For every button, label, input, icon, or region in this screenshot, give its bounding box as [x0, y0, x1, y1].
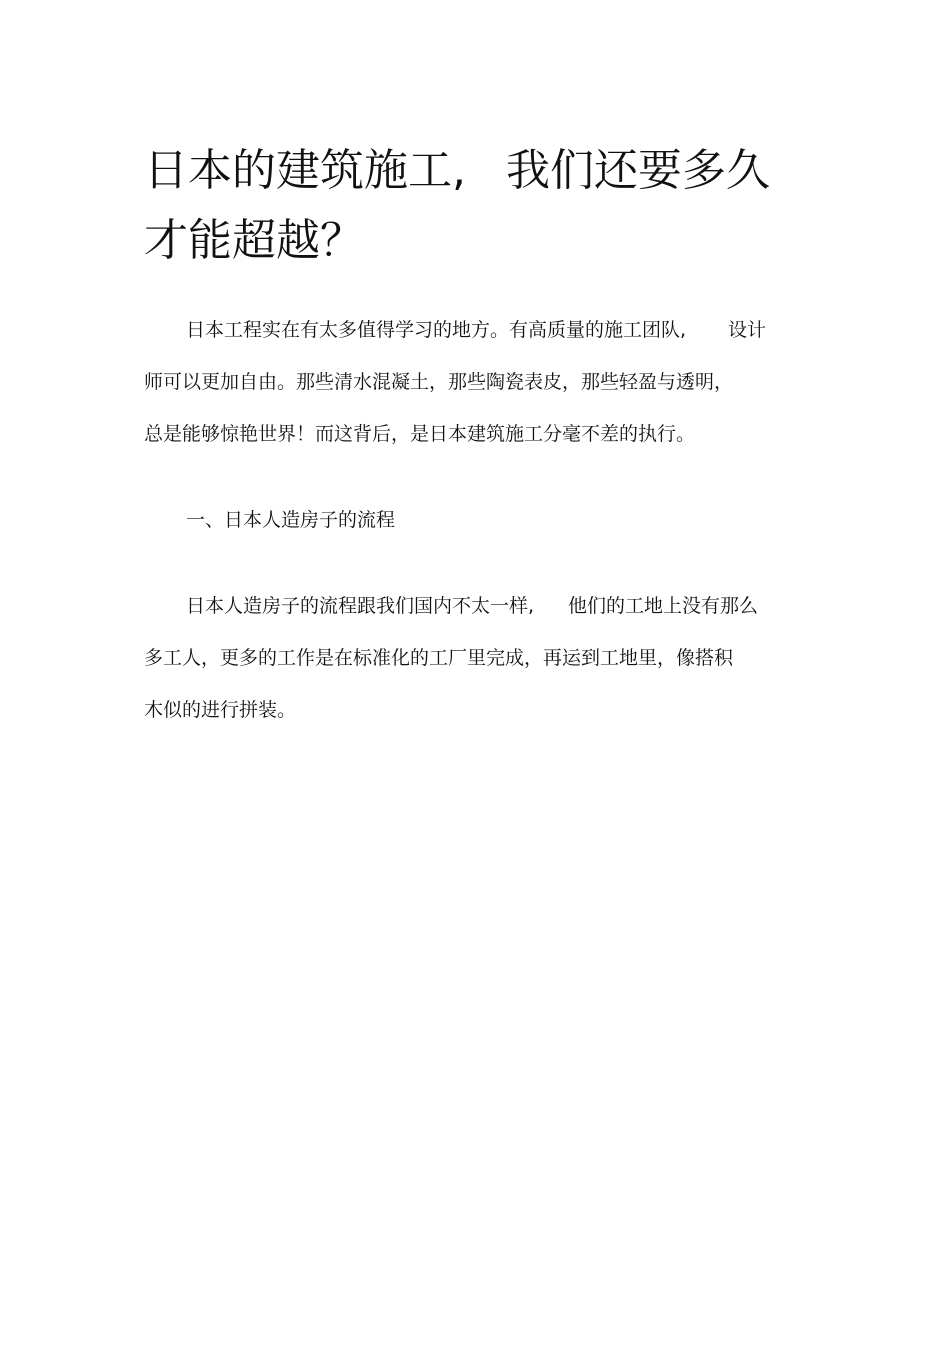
intro-paragraph [144, 304, 824, 460]
process-line-1-part-2: 他们的工地上没有那么 [568, 595, 759, 617]
process-line-1 [144, 580, 824, 632]
intro-line-1-part-1: 日本工程实在有太多值得学习的地方。有高质量的施工团队, [186, 319, 687, 341]
intro-line-3: 总是能够惊艳世界！而这背后，是日本建筑施工分毫不差的执行。 [144, 423, 696, 445]
title-line-1-part-2: 我们还要多久 [506, 145, 770, 196]
intro-line-1-part-2: 设计 [728, 319, 767, 341]
process-line-3: 木似的进行拼装。 [144, 699, 297, 721]
process-paragraph [144, 580, 824, 736]
title-line-2: 才能超越？ [144, 215, 364, 266]
process-line-1-part-1: 日本人造房子的流程跟我们国内不太一样, [186, 595, 535, 617]
intro-line-2: 师可以更加自由。那些清水混凝土，那些陶瓷表皮，那些轻盈与透明， [144, 371, 734, 393]
title-line-1 [144, 136, 824, 206]
intro-line-1 [144, 304, 824, 356]
process-line-2: 多工人，更多的工作是在标准化的工厂里完成，再运到工地里，像搭积 [144, 647, 734, 669]
section-heading-1: 一、日本人造房子的流程 [186, 509, 396, 531]
title-line-1-part-1: 日本的建筑施工, [144, 145, 466, 196]
article-title [144, 136, 824, 276]
